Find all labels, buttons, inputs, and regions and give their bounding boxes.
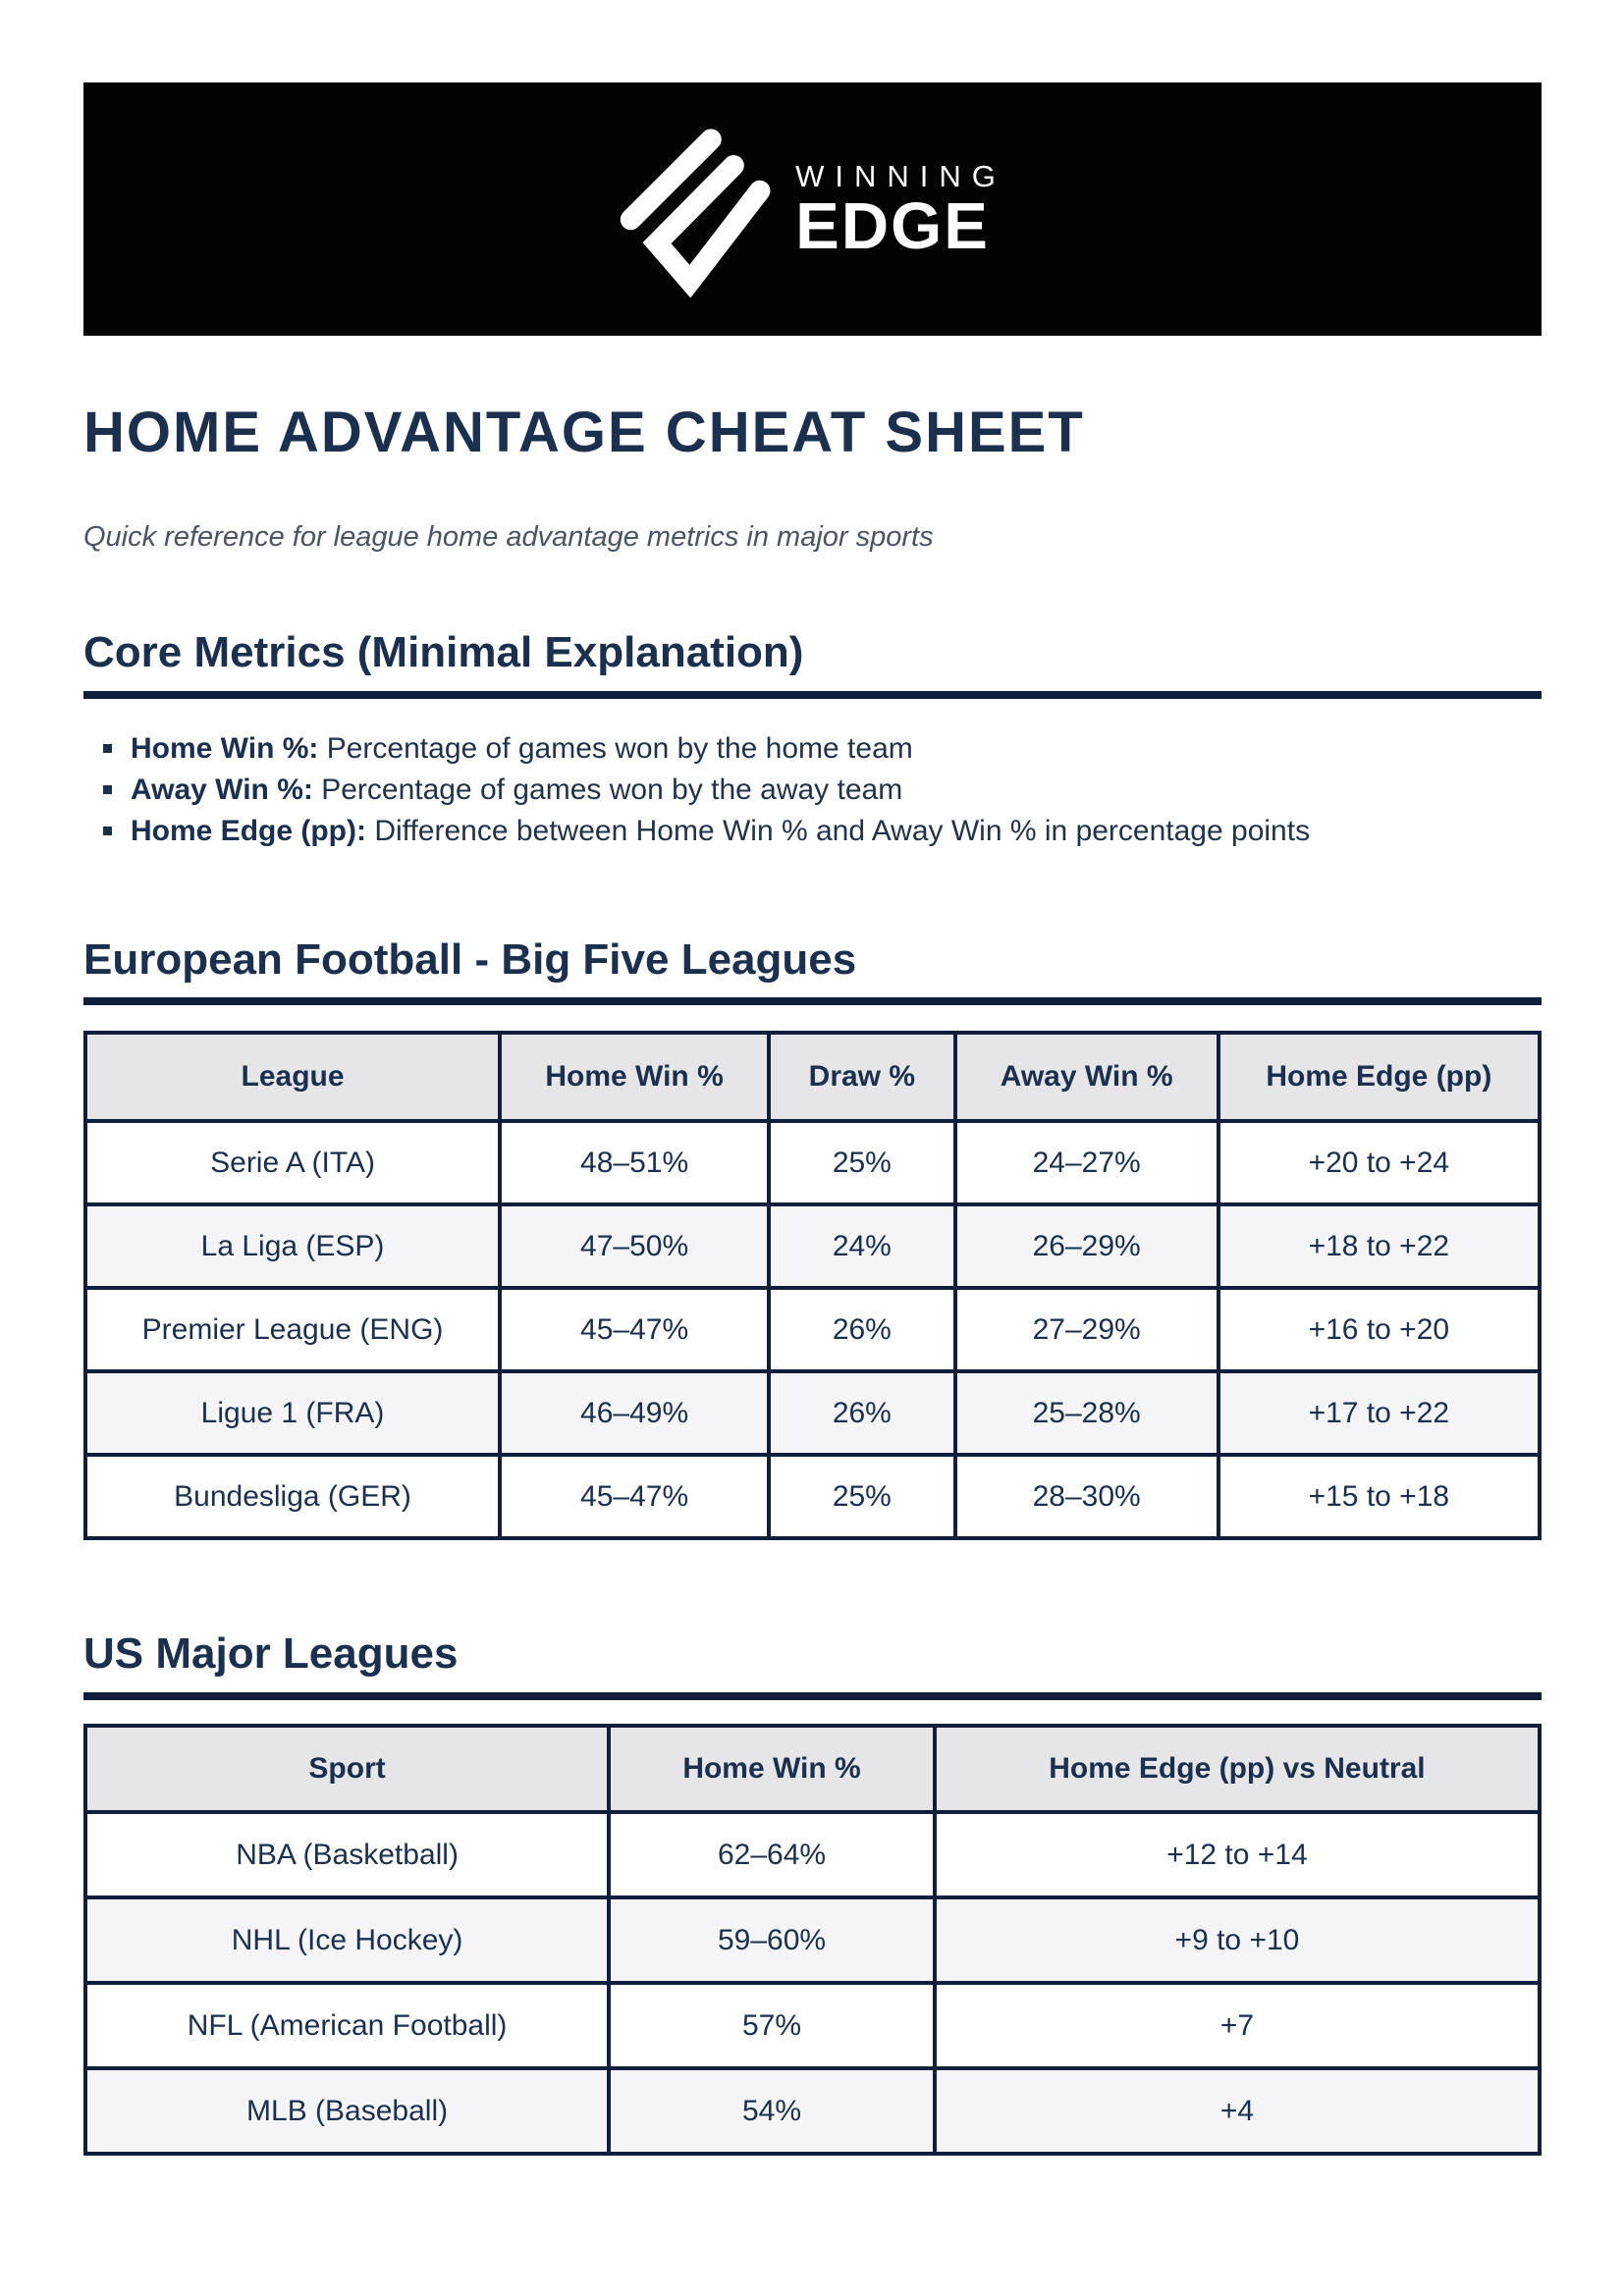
logo-wordmark: [795, 158, 1006, 263]
metric-desc: Difference between Home Win % and Away Win % in percentage points: [366, 814, 1311, 847]
brand-banner: [83, 82, 1542, 336]
table-cell: Serie A (ITA): [85, 1121, 500, 1204]
table-cell: MLB (Baseball): [85, 2068, 609, 2154]
column-header: Away Win %: [955, 1033, 1218, 1121]
table-cell: 28–30%: [955, 1455, 1218, 1538]
table-cell: 25%: [769, 1121, 955, 1204]
section-rule: [83, 997, 1542, 1005]
core-metrics-list: [83, 728, 1542, 852]
core-metrics-heading: Core Metrics (Minimal Explanation): [83, 627, 804, 676]
column-header: Home Edge (pp): [1218, 1033, 1540, 1121]
table-cell: 26%: [769, 1371, 955, 1455]
table-cell: Bundesliga (GER): [85, 1455, 500, 1538]
table-cell: 26%: [769, 1288, 955, 1371]
european-football-heading: European Football - Big Five Leagues: [83, 934, 857, 984]
table-cell: NBA (Basketball): [85, 1812, 609, 1897]
bullet-square-icon: [103, 744, 112, 753]
logo-word-winning: WINNING: [795, 158, 1006, 193]
metric-desc: Percentage of games won by the away team: [312, 773, 903, 806]
table-cell: +18 to +22: [1218, 1204, 1540, 1288]
table-cell: +4: [935, 2068, 1540, 2154]
table-cell: 24–27%: [955, 1121, 1218, 1204]
table-row: [85, 1204, 1540, 1288]
section-rule: [83, 691, 1542, 699]
metric-term: Home Edge (pp):: [131, 814, 366, 847]
table-cell: Ligue 1 (FRA): [85, 1371, 500, 1455]
table-header-row: [85, 1726, 1540, 1812]
table-cell: +20 to +24: [1218, 1121, 1540, 1204]
metric-desc: Percentage of games won by the home team: [318, 731, 913, 765]
table-cell: 46–49%: [500, 1371, 769, 1455]
list-item: [103, 811, 1542, 852]
section-core-metrics: [83, 627, 1542, 852]
table-row: [85, 1371, 1540, 1455]
table-cell: La Liga (ESP): [85, 1204, 500, 1288]
us-major-leagues-table: [83, 1724, 1542, 2156]
table-cell: 57%: [609, 1983, 935, 2068]
table-cell: 45–47%: [500, 1288, 769, 1371]
table-row: [85, 1288, 1540, 1371]
table-cell: +15 to +18: [1218, 1455, 1540, 1538]
page-title: HOME ADVANTAGE CHEAT SHEET: [83, 400, 1085, 464]
column-header: Sport: [85, 1726, 609, 1812]
column-header: League: [85, 1033, 500, 1121]
table-cell: +7: [935, 1983, 1540, 2068]
column-header: Home Win %: [609, 1726, 935, 1812]
table-cell: 27–29%: [955, 1288, 1218, 1371]
table-row: [85, 2068, 1540, 2154]
table-cell: 62–64%: [609, 1812, 935, 1897]
table-row: [85, 1897, 1540, 1983]
table-cell: 48–51%: [500, 1121, 769, 1204]
bullet-square-icon: [103, 827, 112, 835]
column-header: Home Edge (pp) vs Neutral: [935, 1726, 1540, 1812]
table-cell: +16 to +20: [1218, 1288, 1540, 1371]
table-cell: 45–47%: [500, 1455, 769, 1538]
table-row: [85, 1121, 1540, 1204]
european-football-table: [83, 1031, 1542, 1540]
list-item: [103, 728, 1542, 770]
table-cell: NFL (American Football): [85, 1983, 609, 2068]
table-row: [85, 1812, 1540, 1897]
table-cell: +9 to +10: [935, 1897, 1540, 1983]
table-cell: 24%: [769, 1204, 955, 1288]
table-cell: Premier League (ENG): [85, 1288, 500, 1371]
metric-term: Away Win %:: [131, 773, 313, 806]
section-european-football: [83, 934, 1542, 1541]
table-cell: NHL (Ice Hockey): [85, 1897, 609, 1983]
winning-edge-logo-icon: [619, 121, 774, 297]
table-cell: 54%: [609, 2068, 935, 2154]
column-header: Draw %: [769, 1033, 955, 1121]
table-row: [85, 1983, 1540, 2068]
bullet-square-icon: [103, 785, 112, 794]
table-cell: 59–60%: [609, 1897, 935, 1983]
table-cell: 47–50%: [500, 1204, 769, 1288]
table-row: [85, 1455, 1540, 1538]
table-cell: +12 to +14: [935, 1812, 1540, 1897]
table-cell: +17 to +22: [1218, 1371, 1540, 1455]
table-header-row: [85, 1033, 1540, 1121]
table-cell: 25–28%: [955, 1371, 1218, 1455]
logo-word-edge: EDGE: [795, 188, 990, 263]
page-subtitle: Quick reference for league home advantage metrics in major sports: [83, 521, 934, 553]
section-rule: [83, 1692, 1542, 1700]
table-cell: 25%: [769, 1455, 955, 1538]
list-item: [103, 770, 1542, 811]
table-cell: 26–29%: [955, 1204, 1218, 1288]
column-header: Home Win %: [500, 1033, 769, 1121]
metric-term: Home Win %:: [131, 731, 319, 765]
us-major-leagues-heading: US Major Leagues: [83, 1629, 459, 1679]
section-us-major-leagues: [83, 1629, 1542, 2156]
